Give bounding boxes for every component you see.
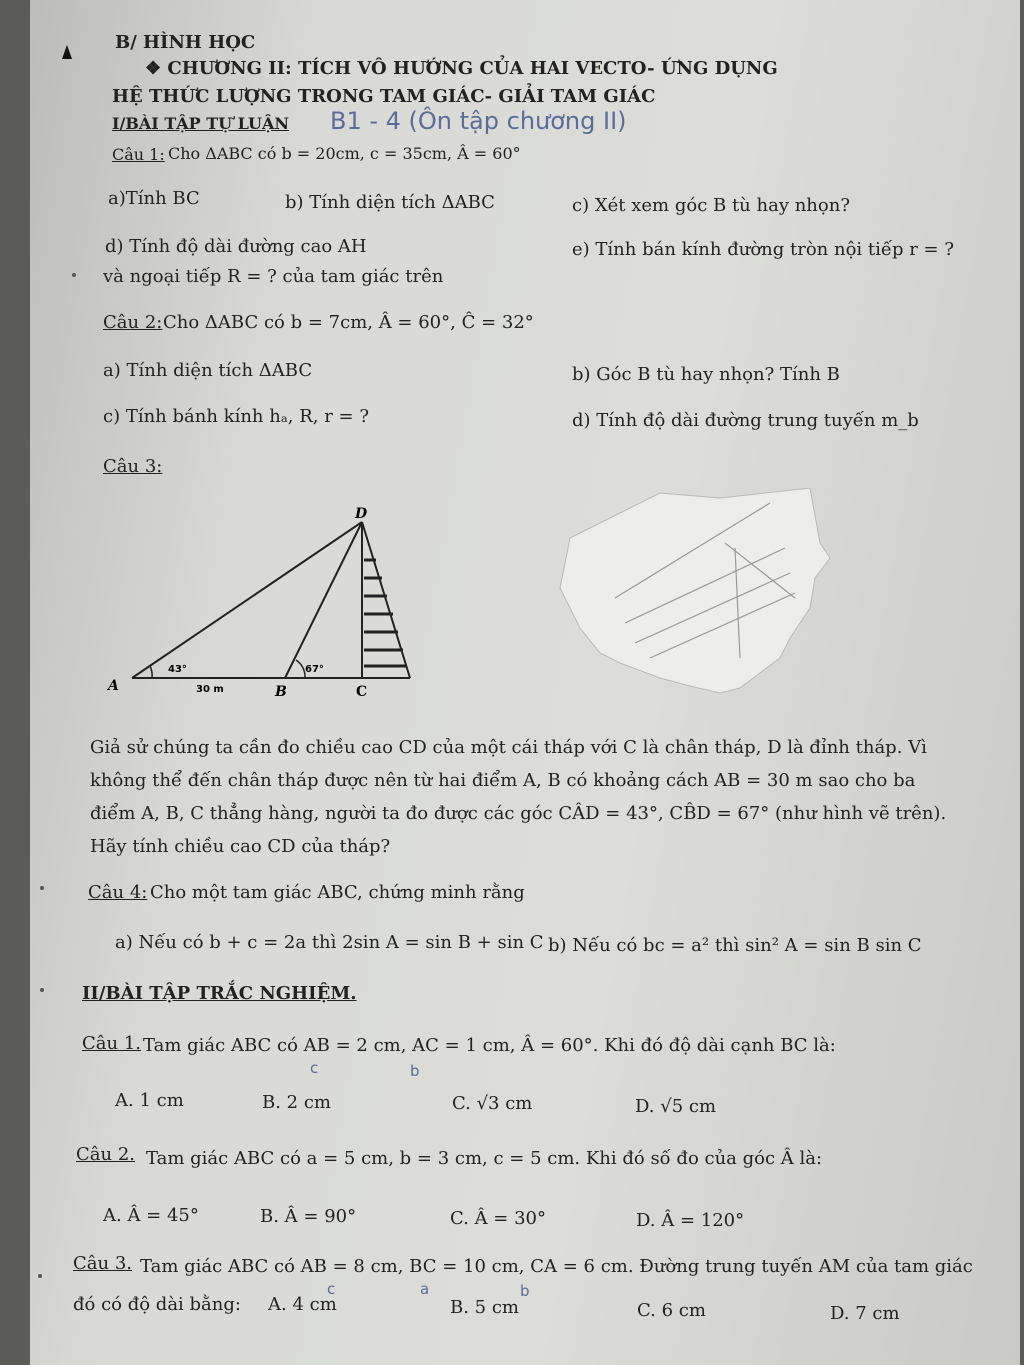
- mc3-note-b: b: [520, 1282, 530, 1300]
- chapter-title: ❖ CHƯƠNG II: TÍCH VÔ HƯỚNG CỦA HAI VECTO- ỨNG DỤNG: [145, 58, 778, 79]
- mc3-option-d: D. 7 cm: [830, 1303, 900, 1324]
- punch-mark: [62, 45, 72, 59]
- chapter-subtitle: HỆ THỨC LƯỢNG TRONG TAM GIÁC- GIẢI TAM GIÁC: [112, 86, 656, 107]
- mc2-label: Câu 2.: [76, 1144, 135, 1165]
- q1-d: d) Tính độ dài đường cao AH: [105, 236, 367, 257]
- q2-a: a) Tính diện tích ΔABC: [103, 360, 313, 381]
- mc1-option-d: D. √5 cm: [635, 1096, 717, 1117]
- q2-stem: Cho ΔABC có b = 7cm, Â = 60°, Ĉ = 32°: [163, 312, 534, 333]
- handwritten-note: B1 - 4 (Ôn tập chương II): [330, 107, 627, 135]
- torn-paper-scrap: [540, 488, 840, 708]
- q4-label: Câu 4:: [88, 882, 148, 903]
- q4-stem: Cho một tam giác ABC, chứng minh rằng: [150, 882, 525, 903]
- mc1-note-c: c: [310, 1059, 319, 1077]
- mc3-option-a: A. 4 cm: [268, 1294, 337, 1315]
- part-heading: B/ HÌNH HỌC: [115, 32, 256, 53]
- angle-b-arc: [296, 660, 305, 678]
- q2-label: Câu 2:: [103, 312, 163, 333]
- q2-c: c) Tính bánh kính hₐ, R, r = ?: [103, 406, 369, 427]
- distance-label: 30 m: [196, 684, 224, 695]
- mc3-note-a: a: [420, 1280, 430, 1298]
- mc2-stem: Tam giác ABC có a = 5 cm, b = 3 cm, c = 5 cm. Khi đó số đo của góc Â là:: [146, 1148, 823, 1169]
- mc1-option-c: C. √3 cm: [452, 1093, 533, 1114]
- q4-a: a) Nếu có b + c = 2a thì 2sin A = sin B + sin C: [115, 932, 544, 953]
- mc1-note-b: b: [410, 1062, 420, 1080]
- mc3-option-c: C. 6 cm: [637, 1300, 706, 1321]
- mc3-stem-cont: đó có độ dài bằng:: [73, 1294, 241, 1315]
- section-multiple-choice-heading: II/BÀI TẬP TRẮC NGHIỆM.: [82, 983, 357, 1004]
- angle-a-label: 43°: [168, 664, 187, 675]
- paper-dot: [72, 273, 76, 277]
- mc1-option-a: A. 1 cm: [115, 1090, 184, 1111]
- mc2-option-a: A. Â = 45°: [103, 1205, 199, 1226]
- point-c-label: C: [356, 684, 368, 700]
- q3-problem-text: Giả sử chúng ta cần đo chiều cao CD của một cái tháp với C là chân tháp, D là đỉnh tháp. Vì không thể đến chân tháp được nên từ hai điểm A, B có khoảng cách AB = 30 m sao cho ba điểm A, B, C thẳng hàng, người ta đo được các góc CÂD = 43°, CB̂D = 67° (như hình vẽ trên). Hãy tính chiều cao CD của tháp?: [90, 737, 947, 857]
- mc1-label: Câu 1.: [82, 1033, 141, 1054]
- line-bd: [285, 522, 362, 678]
- mc2-option-b: B. Â = 90°: [260, 1206, 357, 1227]
- mc2-option-d: D. Â = 120°: [636, 1210, 745, 1231]
- q1-e: e) Tính bán kính đường tròn nội tiếp r = ?: [572, 239, 954, 260]
- mc3-option-b: B. 5 cm: [450, 1297, 519, 1318]
- mc1-option-b: B. 2 cm: [262, 1092, 331, 1113]
- angle-a-arc: [150, 666, 152, 678]
- mc1-stem: Tam giác ABC có AB = 2 cm, AC = 1 cm, Â = 60°. Khi đó độ dài cạnh BC là:: [143, 1035, 836, 1056]
- q1-label: Câu 1:: [112, 145, 165, 164]
- q1-stem: Cho ΔABC có b = 20cm, c = 35cm, Â = 60°: [168, 144, 521, 163]
- tower-ladder: [364, 560, 407, 666]
- q1-b: b) Tính diện tích ΔABC: [285, 192, 495, 213]
- q2-b: b) Góc B tù hay nhọn? Tính B: [572, 364, 840, 385]
- point-a-label: A: [108, 678, 119, 694]
- mc3-note-c: c: [327, 1280, 336, 1298]
- tower-right-edge: [362, 522, 410, 678]
- q3-label: Câu 3:: [103, 456, 163, 477]
- mc2-option-c: C. Â = 30°: [450, 1208, 547, 1229]
- paper-dot: [40, 886, 44, 890]
- mc3-stem: Tam giác ABC có AB = 8 cm, BC = 10 cm, CA = 6 cm. Đường trung tuyến AM của tam giác: [140, 1256, 973, 1277]
- line-ad: [132, 522, 362, 678]
- point-d-label: D: [355, 506, 368, 522]
- q1-c: c) Xét xem góc B tù hay nhọn?: [572, 195, 850, 216]
- q4-b: b) Nếu có bc = a² thì sin² A = sin B sin C: [548, 935, 922, 956]
- section-essay-heading: I/BÀI TẬP TỰ LUẬN: [112, 114, 290, 133]
- tower-figure: [100, 500, 430, 705]
- q1-a: a)Tính BC: [108, 188, 200, 209]
- paper-dot: [38, 1274, 42, 1278]
- mc3-label: Câu 3.: [73, 1253, 132, 1274]
- q1-d-cont: và ngoại tiếp R = ? của tam giác trên: [103, 266, 444, 287]
- point-b-label: B: [275, 684, 287, 700]
- paper-dot: [40, 988, 44, 992]
- angle-b-label: 67°: [305, 664, 324, 675]
- q2-d: d) Tính độ dài đường trung tuyến m_b: [572, 410, 919, 431]
